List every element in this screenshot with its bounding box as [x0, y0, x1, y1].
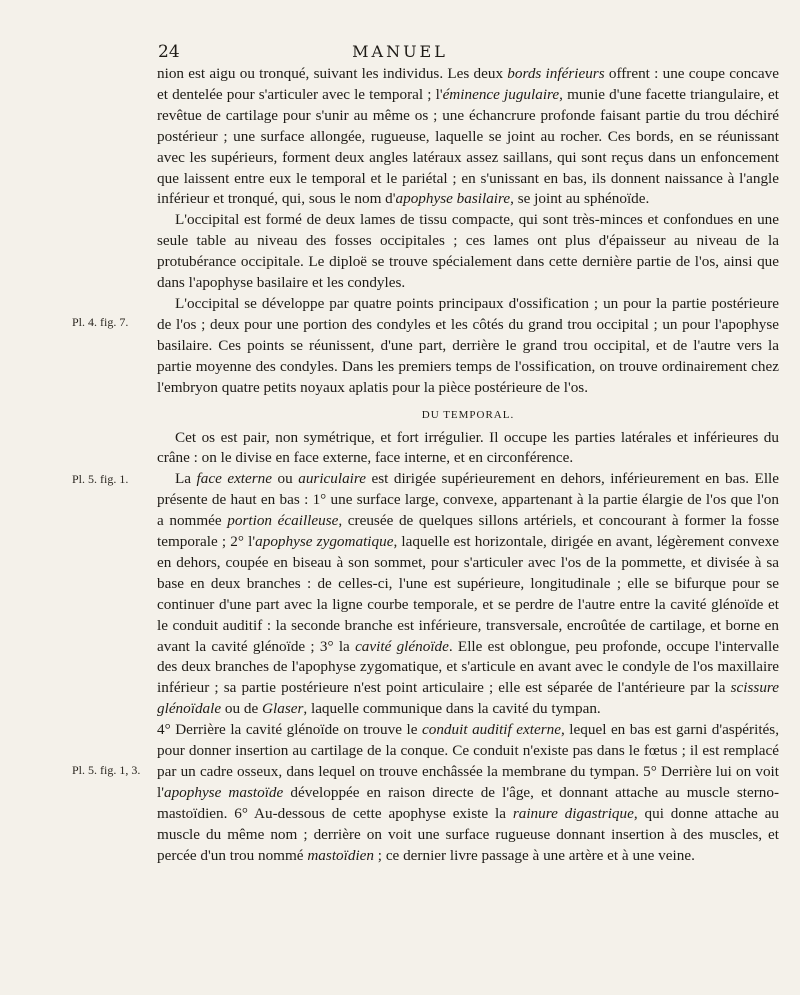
italic-term: scissure glénoïdale	[157, 679, 779, 718]
text-run: , laquelle communique dans la cavité du tympan.	[303, 700, 601, 718]
italic-term: éminence jugulaire	[442, 85, 560, 103]
body-text	[157, 64, 779, 867]
text-run: ou	[272, 470, 299, 488]
page-header	[0, 42, 800, 66]
text-run: nion est aigu ou tronqué, suivant les individus. Les deux	[157, 65, 508, 82]
text-run: ; ce dernier livre passage à une artère et à une veine.	[374, 846, 695, 864]
page-number: 24	[158, 42, 180, 62]
italic-term: mastoïdien	[307, 846, 374, 864]
text-run: , laquelle est horizontale, dirigée en avant, légèrement convexe en dehors, coupée en biseau à son sommet, pour s'articuler avec l'os de la pommette, et divisée à sa base en deux branches : de celles-ci, l'une est supérieure, longitudinale ; elle se bifurque pour se continuer d'une part avec la ligne courbe temporale, et se perdre de l'autre entre la cavité glénoïde et le conduit auditif : la seconde branche est inférieure, transversale, encroûtée de cartilage, et borne en avant la cavité glénoïde ; 3° la	[157, 533, 779, 655]
italic-term: apophyse basilaire	[395, 190, 511, 208]
italic-term: conduit auditif externe	[421, 721, 561, 739]
italic-term: apophyse zygomatique	[255, 533, 394, 551]
text-run: offrent : une coupe concave et dentelée pour s'articuler avec le temporal ; l'	[157, 65, 779, 103]
text-run: , munie d'une facette triangulaire, et revêtue de cartilage pour s'unir au même os ; une échancrure profonde faisant partie du trou déchiré postérieur ; une surface allongée, rugueuse, laquelle se joint au rocher. Ces bords, en se réunissant avec les supérieurs, forment deux angles latéraux assez saillans, qui sont reçus dans un enfoncement que laissent entre eux le temporal et le pariétal ; en s'unissant en bas, ils donnent naissance à l'angle inférieur et tronqué, qui, sous le nom d'	[157, 85, 780, 208]
text-run: , se joint au sphénoïde.	[510, 190, 650, 208]
paragraph: Cet os est pair, non symétrique, et fort irrégulier. Il occupe les parties latérales et inférieures du crâne : on le divise en face externe, face interne, et en circonférence.	[157, 428, 779, 467]
paragraph: L'occipital est formé de deux lames de tissu compacte, qui sont très-minces et confondues en une seule table au niveau des fosses occipitales ; ces lames ont plus d'épaisseur au niveau de la protubérance occipitale. Le diploë se trouve spécialement dans cette dernière partie de l'os, ainsi que dans l'apophyse basilaire et les condyles.	[157, 211, 779, 292]
italic-term: portion écailleuse	[227, 512, 339, 530]
italic-term: cavité glénoïde	[355, 637, 449, 655]
italic-term: face externe	[196, 470, 273, 488]
italic-term: bords inférieurs	[507, 65, 605, 82]
text-run: ou de	[221, 700, 263, 718]
italic-term: auriculaire	[298, 470, 366, 488]
paragraph: L'occipital se développe par quatre points principaux d'ossification ; un pour la partie postérieure de l'os ; deux pour une portion des condyles et les côtés du grand trou occipital ; un pour l'apophyse basilaire. Ces points se réunissent, d'une part, derrière le grand trou occipital, et de l'autre vers la partie moyenne des condyles. Dans les premiers temps de l'ossification, on trouve ordinairement chez l'embryon quatre petits noyaux aplatis pour la pièce postérieure de l'os.	[157, 294, 779, 396]
paragraph	[157, 469, 779, 720]
text-run: , lequel en bas est garni d'aspérités, pour donner insertion au cartilage de la conque. Ce conduit n'existe pas dans le fœtus ; il est remplacé par un cadre osseux, dans lequel on trouve enchâssée la membrane du tympan. 5° Derrière lui on voit l'	[157, 721, 779, 801]
paragraph	[157, 720, 779, 866]
italic-term: rainure digastrique	[512, 804, 634, 822]
section-title: DU TEMPORAL.	[421, 408, 515, 421]
text-run: , qui donne attache au muscle du même nom ; derrière on voit une surface rugueuse donnant insertion à des muscles, et percée d'un trou nommé	[157, 804, 779, 864]
margin-note-plate-reference: Pl. 4. fig. 7.	[72, 315, 129, 329]
running-head: MANUEL	[352, 42, 448, 61]
text-run: développée en raison directe de l'âge, et donnant attache au muscle sterno-mastoïdien. 6° Au-dessous de cette apophyse existe la	[157, 783, 779, 822]
margin-note-plate-reference: Pl. 5. fig. 1.	[72, 472, 129, 486]
text-run: 4° Derrière la cavité glénoïde on trouve le	[157, 721, 422, 739]
text-run: La	[175, 470, 197, 488]
text-run: . Elle est oblongue, peu profonde, occupe l'intervalle des deux branches de l'apophyse zygomatique, et s'articule en avant avec le condyle de l'os maxillaire inférieur ; sa partie postérieure n'est point articulaire ; elle est séparée de l'antérieure par la	[157, 637, 779, 697]
italic-term: Glaser	[262, 700, 304, 718]
text-run: est dirigée supérieurement en dehors, inférieurement en bas. Elle présente de haut en bas : 1° une surface large, convexe, appartenant à la partie élargie de l'os que l'on a nommée	[157, 470, 780, 530]
margin-note-plate-reference: Pl. 5. fig. 1, 3.	[72, 763, 141, 777]
italic-term: apophyse mastoïde	[163, 783, 284, 801]
paragraph	[157, 64, 779, 210]
text-run: , creusée de quelques sillons artériels, et concourant à former la fosse temporale ; 2° l'	[157, 512, 779, 551]
